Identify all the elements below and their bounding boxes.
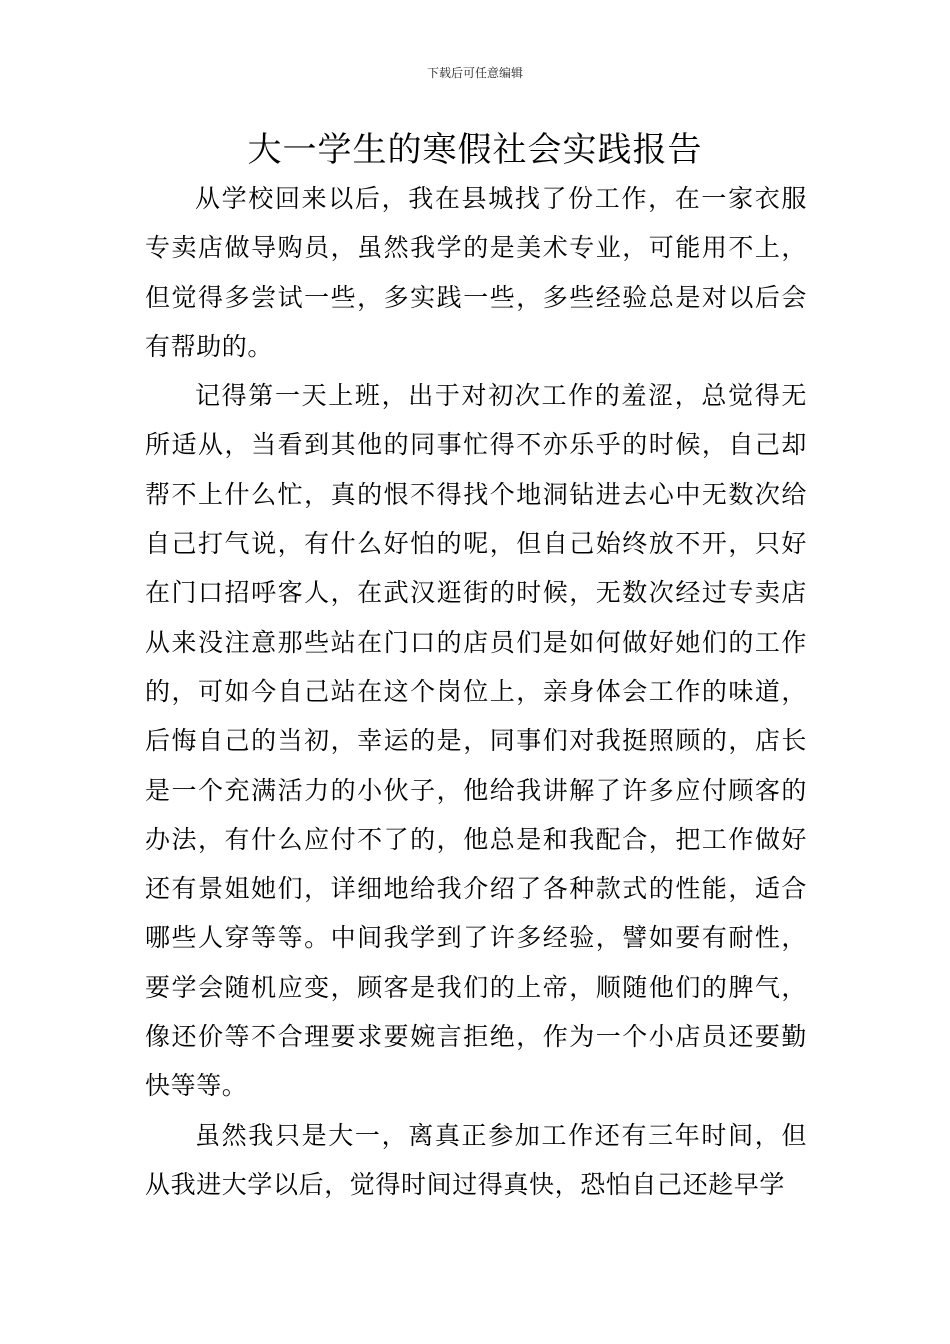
paragraph-1: 从学校回来以后，我在县城找了份工作，在一家衣服专卖店做导购员，虽然我学的是美术专业，可能用不上，但觉得多尝试一些，多实践一些，多些经验总是对以后会有帮助的。 <box>145 184 807 361</box>
paragraph-2: 记得第一天上班，出于对初次工作的羞涩，总觉得无所适从，当看到其他的同事忙得不亦乐乎的时候，自己却帮不上什么忙，真的恨不得找个地洞钻进去心中无数次给自己打气说，有什么好怕的呢，但自己始终放不开，只好在门口招呼客人，在武汉逛街的时候，无数次经过专卖店从来没注意那些站在门口的店员们是如何做好她们的工作的，可如今自己站在这个岗位上，亲身体会工作的味道，后悔自己的当初，幸运的是，同事们对我挺照顾的，店长是一个充满活力的小伙子，他给我讲解了许多应付顾客的办法，有什么应付不了的，他总是和我配合，把工作做好还有景姐她们，详细地给我介绍了各种款式的性能，适合哪些人穿等等。中间我学到了许多经验，譬如要有耐性，要学会随机应变，顾客是我们的上帝，顺随他们的脾气，像还价等不合理要求要婉言拒绝，作为一个小店员还要勤快等等。 <box>145 381 807 1101</box>
document-title: 大一学生的寒假社会实践报告 <box>247 130 703 170</box>
header-note: 下载后可任意编辑 <box>426 66 523 80</box>
document-body <box>145 174 807 1209</box>
paragraph-3: 虽然我只是大一，离真正参加工作还有三年时间，但从我进大学以后，觉得时间过得真快，恐怕自己还趁早学 <box>145 1120 807 1199</box>
